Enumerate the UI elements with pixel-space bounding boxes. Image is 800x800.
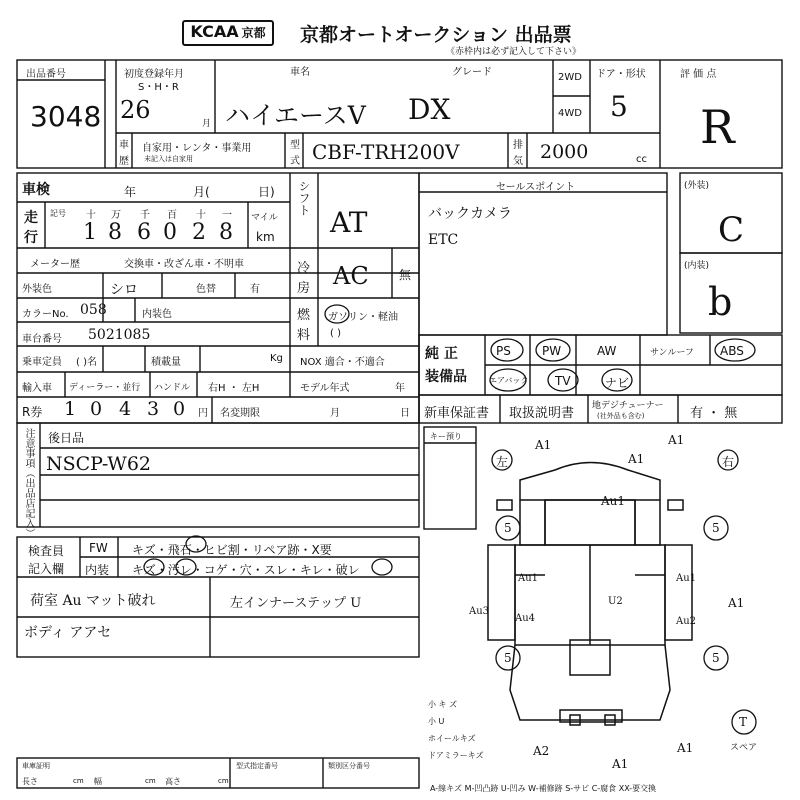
recycle-unit: 円	[198, 408, 208, 419]
registration-month-unit: 月	[202, 119, 212, 129]
inspector-label-a: 検査員	[28, 544, 65, 558]
footer-width: 幅	[94, 777, 102, 786]
footer-length: 長さ	[22, 777, 38, 786]
interior-color-label: 内装色	[142, 309, 172, 320]
usage-label-a: 車	[119, 140, 129, 151]
mileage-km-label: km	[256, 230, 275, 244]
vehicle-diagram-lines	[488, 463, 692, 726]
form-title: 京都オートオークション 出品票	[300, 24, 572, 46]
damage-mark-5: Au1	[518, 573, 539, 584]
color-no-value: 058	[80, 302, 107, 318]
mileage-unit-5: 一	[222, 210, 232, 221]
inspector-comment-2: 左インナーステップ U	[230, 596, 362, 611]
displacement-unit: cc	[636, 154, 647, 165]
exterior-label: (外装)	[684, 181, 710, 191]
damage-mark-8: Au3	[469, 606, 490, 617]
sales-points-label: セールスポイント	[496, 182, 576, 193]
spare-tire: T	[739, 715, 748, 729]
equip-ps: PS	[496, 344, 511, 358]
usage-note: 未記入は自家用	[144, 155, 193, 163]
ac-none: 無	[399, 268, 412, 282]
fuel-label-b: 料	[297, 328, 311, 343]
notes-title: 後日品	[48, 431, 85, 445]
inspection-month: 月(	[193, 185, 210, 199]
tire-fr: 5	[712, 521, 720, 535]
model-label-a: 型	[290, 140, 300, 151]
displacement-label-a: 排	[513, 140, 523, 151]
logo-sub: 京都	[241, 26, 266, 40]
mileage-label-a: 走	[24, 210, 38, 226]
footer-height-unit: cm	[218, 777, 229, 785]
repaint-value: 有	[250, 284, 260, 295]
lot-number: 3048	[30, 100, 102, 133]
interior-label: (内装)	[684, 261, 710, 271]
doc-yes-no: 有 ・ 無	[690, 406, 738, 421]
diagram-left-label: 左	[496, 455, 509, 469]
mileage-unit-4: 十	[196, 210, 206, 221]
equip-sunroof: サンルーフ	[650, 348, 694, 358]
spare-label: スペア	[730, 743, 758, 753]
model-value: CBF-TRH200V	[312, 140, 460, 164]
mileage-mile-label: マイル	[251, 213, 278, 223]
tire-fl: 5	[504, 521, 512, 535]
equip-tv: TV	[555, 374, 571, 388]
footer-designation: 型式指定番号	[236, 762, 278, 770]
inspector-fw-items: キズ・飛石・ヒビ割・リペア跡・X要	[132, 543, 332, 557]
damage-legend: A-線キズ M-凹凸跡 U-凹み W-補修跡 S-サビ C-腐食 XX-要交換	[430, 784, 657, 793]
import-label: 輸入車	[22, 383, 52, 394]
model-label-b: 式	[290, 156, 300, 167]
footer-length-unit: cm	[73, 777, 84, 785]
recycle-digit-0: 1	[64, 398, 77, 420]
equipment-label-b: 装備品	[425, 369, 467, 385]
usage-label-b: 歴	[119, 156, 129, 167]
displacement-value: 2000	[540, 141, 589, 163]
inspection-year: 年	[124, 185, 137, 199]
registration-year: 26	[120, 96, 151, 124]
damage-mark-12: A2	[533, 744, 550, 758]
model-year-unit: 年	[395, 383, 405, 394]
footer-height: 高さ	[165, 777, 181, 786]
logo	[182, 20, 274, 46]
capacity-paren: ( )名	[76, 357, 97, 368]
footer-width-unit: cm	[145, 777, 156, 785]
color-label: 外装色	[22, 284, 52, 295]
mileage-unit-0: 十	[86, 210, 96, 221]
color-no-label: カラーNo.	[22, 309, 69, 320]
notes-side-label: 注意事項（出品店記入）	[23, 428, 34, 538]
damage-mark-14: A1	[677, 741, 694, 755]
ac-value: AC	[333, 262, 369, 290]
damage-mark-11: Au2	[676, 616, 697, 627]
color-value: シロ	[110, 282, 138, 298]
damage-mark-1: A1	[535, 438, 552, 452]
inspector-int: 内装	[85, 563, 110, 577]
load-label: 積載量	[151, 357, 181, 368]
mileage-label-b: 行	[24, 230, 38, 246]
inspector-fw: FW	[89, 541, 108, 555]
damage-mark-10: U2	[608, 596, 623, 607]
recycle-digit-4: 0	[173, 398, 186, 420]
usage-options: 自家用・レンタ・事業用	[142, 143, 252, 154]
shift-label: シフト	[297, 180, 311, 216]
equip-navi: ナビ	[605, 376, 630, 390]
regist-expiry-month: 月	[330, 408, 340, 419]
doc-manual: 取扱説明書	[509, 406, 575, 421]
fuel-paren: ( )	[330, 328, 341, 339]
mileage-digit-3: 0	[163, 220, 177, 245]
exterior-score: C	[718, 210, 745, 250]
door-value: 5	[610, 90, 628, 123]
damage-mark-4: Au1	[601, 494, 626, 508]
displacement-label-b: 気	[513, 156, 523, 167]
lot-label: 出品番号	[26, 69, 66, 80]
inspection-day: 日)	[258, 185, 275, 199]
footer-category: 類別区分番号	[328, 762, 370, 770]
legend-small-4: ドアミラーキズ	[428, 751, 484, 760]
interior-score: b	[708, 280, 733, 324]
recycle-digit-2: 4	[119, 398, 132, 420]
handle-label: ハンドル	[154, 383, 191, 393]
doc-tuner: 地デジチューナー	[592, 401, 664, 411]
ac-label-b: 房	[297, 281, 311, 296]
registration-label: 初度登録年月	[124, 69, 184, 80]
drive-2wd: 2WD	[558, 72, 582, 83]
chassis-value: 5021085	[88, 327, 151, 343]
inspector-int-items: キズ・汚レ・コゲ・穴・スレ・キレ・破レ	[132, 563, 360, 577]
form-note: 《赤枠内は必ず記入して下さい》	[446, 47, 582, 57]
sales-point-line-2: ETC	[428, 232, 459, 248]
tire-rl: 5	[504, 651, 512, 665]
grade-value: DX	[408, 93, 451, 126]
sales-point-line-1: バックカメラ	[428, 206, 512, 222]
import-dealer: ディーラー・並行	[69, 383, 141, 393]
inspector-comment-1: 荷室 Au マット破れ	[30, 593, 156, 609]
doc-warranty: 新車保証書	[424, 406, 490, 421]
legend-small-1: 小 キ ズ	[428, 700, 458, 709]
damage-mark-13: A1	[612, 757, 629, 771]
mileage-digit-2: 6	[137, 220, 151, 245]
vehicle-name-label: 車名	[290, 67, 310, 78]
handle-options: 右H ・ 左H	[208, 383, 260, 394]
mileage-digit-5: 8	[219, 220, 233, 245]
damage-mark-7: A1	[728, 596, 745, 610]
tire-rr: 5	[712, 651, 720, 665]
mileage-unit-1: 万	[111, 210, 121, 221]
fuel-label-a: 燃	[297, 308, 311, 323]
evaluation-score: R	[700, 100, 735, 154]
diagram-right-label: 右	[722, 455, 735, 469]
inspector-comment-3: ボディ アアセ	[24, 625, 112, 641]
repaint-label: 色替	[196, 284, 216, 295]
legend-small-3: ホイールキズ	[428, 734, 476, 743]
meter-history-label: メーター歴	[30, 259, 80, 270]
legend-small-2: 小 U	[428, 717, 445, 726]
vehicle-name: ハイエースV	[225, 101, 366, 130]
logo-text: KCAA	[190, 22, 239, 41]
inspector-label-b: 記入欄	[28, 562, 65, 576]
notes-line-1: NSCP-W62	[46, 453, 152, 475]
mileage-sub-label: 記号	[50, 209, 66, 218]
mileage-digit-0: 1	[83, 220, 97, 245]
damage-mark-3: A1	[628, 452, 645, 466]
footer-garage-label: 車庫証明	[22, 762, 50, 770]
evaluation-label: 評 価 点	[680, 69, 717, 80]
ac-label-a: 冷	[297, 261, 311, 276]
damage-mark-9: Au4	[515, 613, 536, 624]
chassis-label: 車台番号	[22, 334, 62, 345]
nox-options: NOX 適合・不適合	[300, 357, 385, 368]
doc-tuner-note: (社外品も含む)	[597, 412, 645, 420]
regist-expiry-label: 名変期限	[220, 408, 260, 419]
recycle-digit-1: 0	[90, 398, 103, 420]
door-label: ドア・形状	[596, 69, 646, 80]
mileage-unit-2: 千	[140, 210, 150, 221]
mileage-unit-3: 百	[167, 210, 177, 221]
drive-4wd: 4WD	[558, 108, 582, 119]
fuel-options: ガソリン・軽油	[328, 312, 398, 323]
equip-abs: ABS	[720, 344, 744, 358]
equip-aw: AW	[597, 344, 617, 358]
equip-airbag: エアバック	[489, 376, 529, 385]
recycle-label: R券	[22, 405, 43, 419]
damage-mark-2: A1	[668, 433, 685, 447]
damage-mark-6: Au1	[676, 573, 697, 584]
equipment-label-a: 純 正	[425, 346, 458, 362]
load-unit: Kg	[270, 353, 283, 364]
shift-value: AT	[330, 206, 368, 239]
model-year-label: モデル年式	[300, 383, 350, 394]
mileage-digit-1: 8	[108, 220, 122, 245]
inspection-label: 車検	[22, 182, 50, 198]
grade-label: グレード	[452, 67, 492, 78]
registration-sub: S・H・R	[138, 82, 179, 93]
key-label: キー預り	[430, 432, 462, 441]
capacity-label: 乗車定員	[22, 357, 62, 368]
meter-history-options: 交換車・改ざん車・不明車	[124, 259, 244, 270]
regist-expiry-day: 日	[400, 408, 410, 419]
recycle-digit-3: 3	[147, 398, 160, 420]
equip-pw: PW	[542, 344, 562, 358]
mileage-digit-4: 2	[192, 220, 206, 245]
